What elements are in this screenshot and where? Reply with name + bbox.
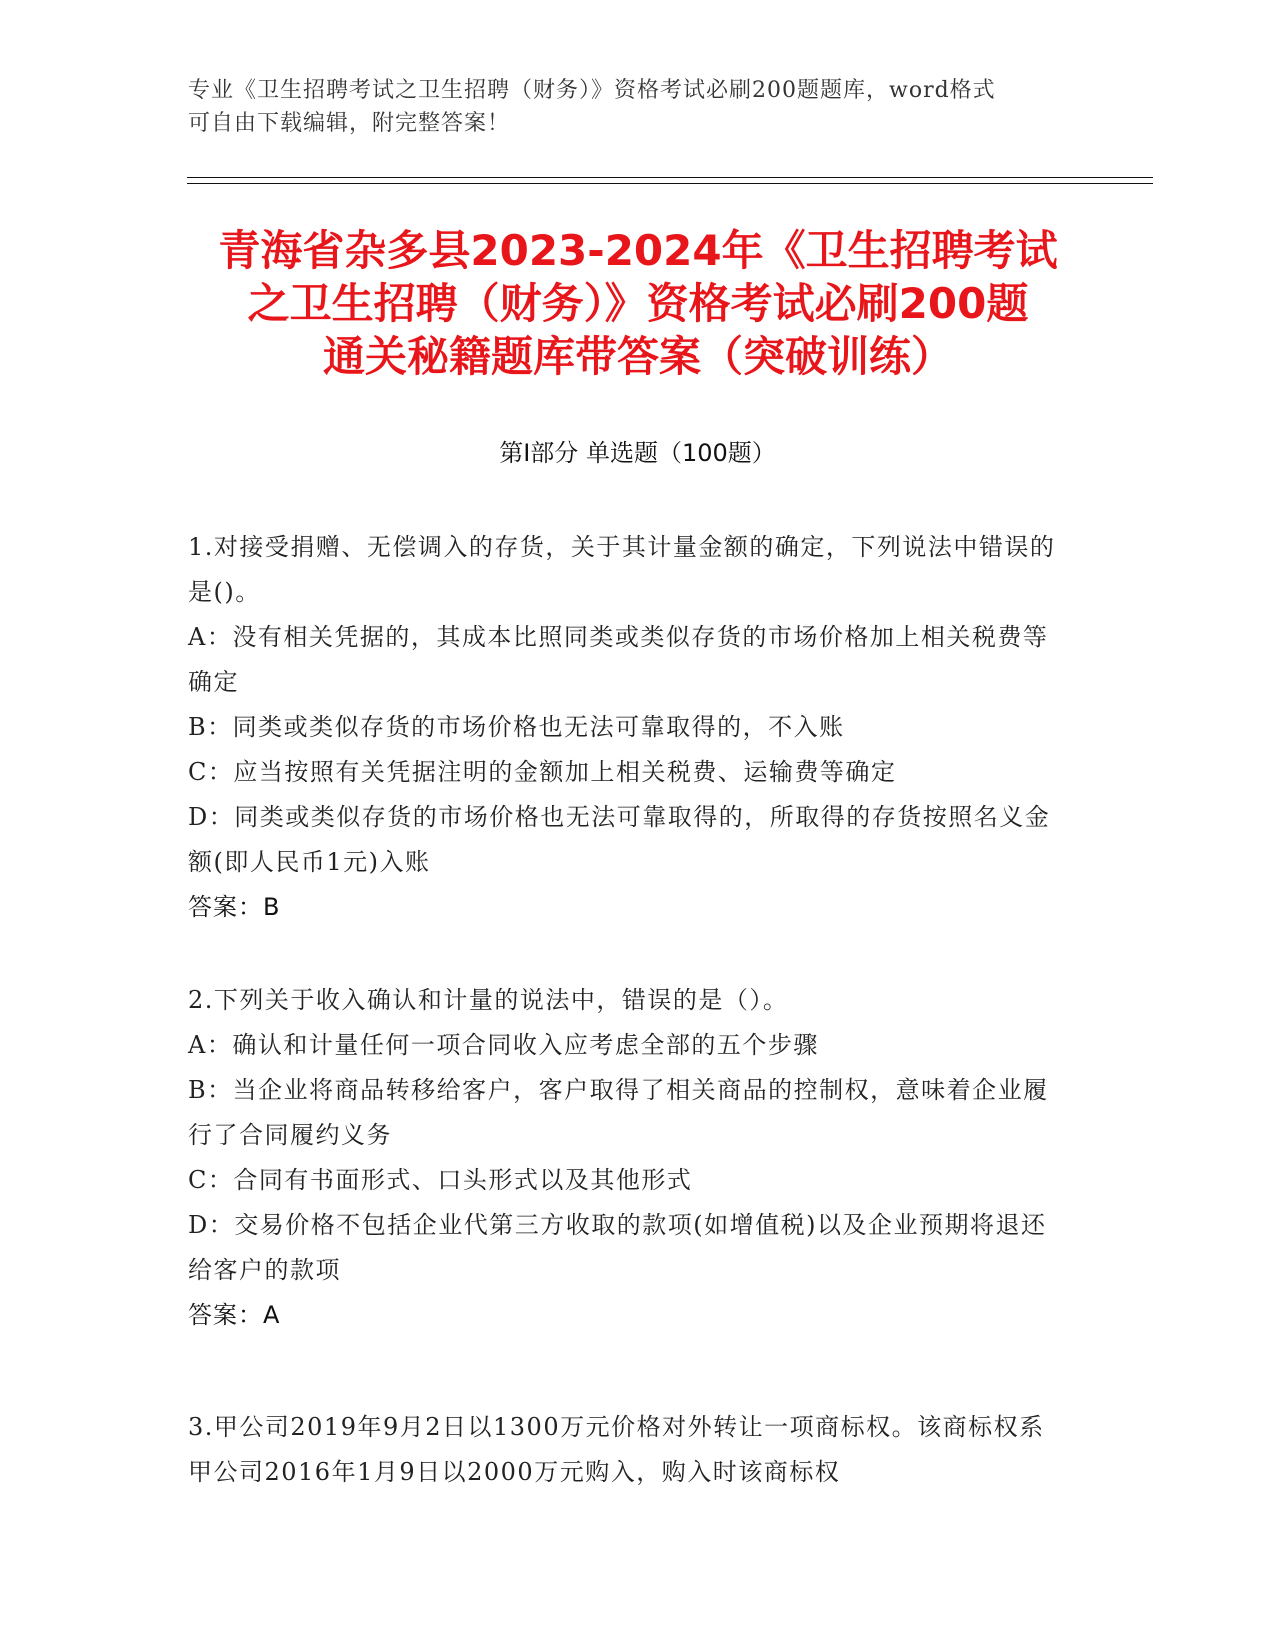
section-heading: 第Ⅰ部分 单选题（100题） [499, 439, 776, 467]
option-d: D：交易价格不包括企业代第三方收取的款项(如增值税)以及企业预期将退还给客户的款项 [188, 1211, 1047, 1284]
header-divider-top [187, 177, 1153, 178]
answer: 答案：A [188, 1301, 281, 1329]
document-title [180, 224, 1096, 383]
option-c: C：应当按照有关凭据注明的金额加上相关税费、运输费等确定 [188, 758, 897, 786]
question-stem: 2.下列关于收入确认和计量的说法中，错误的是（）。 [188, 986, 789, 1014]
header-note-line-1: 专业《卫生招聘考试之卫生招聘（财务）》资格考试必刷200题题库，word格式 [188, 78, 996, 103]
option-b: B：当企业将商品转移给客户，客户取得了相关商品的控制权，意味着企业履行了合同履约义务 [188, 1076, 1049, 1149]
header-note-line-2: 可自由下载编辑，附完整答案！ [188, 111, 511, 136]
question-stem: 3.甲公司2019年9月2日以1300万元价格对外转让一项商标权。该商标权系甲公司2016年1月9日以2000万元购入，购入时该商标权 [188, 1413, 1045, 1486]
option-a: A：没有相关凭据的，其成本比照同类或类似存货的市场价格加上相关税费等确定 [188, 623, 1049, 696]
header-note [188, 74, 1068, 140]
header-divider-bottom [187, 183, 1153, 184]
option-b: B：同类或类似存货的市场价格也无法可靠取得的，不入账 [188, 713, 845, 741]
question-3 [188, 1405, 1068, 1495]
title-line-3: 通关秘籍题库带答案（突破训练） [322, 332, 953, 381]
question-2 [188, 978, 1068, 1338]
answer: 答案：B [188, 893, 281, 921]
option-d: D：同类或类似存货的市场价格也无法可靠取得的，所取得的存货按照名义金额(即人民币1元)入账 [188, 803, 1051, 876]
title-line-2: 之卫生招聘（财务）》资格考试必刷200题 [247, 279, 1029, 328]
option-a: A：确认和计量任何一项合同收入应考虑全部的五个步骤 [188, 1031, 819, 1059]
question-1 [188, 525, 1068, 930]
option-c: C：合同有书面形式、口头形式以及其他形式 [188, 1166, 693, 1194]
question-stem: 1.对接受捐赠、无偿调入的存货，关于其计量金额的确定，下列说法中错误的是()。 [188, 533, 1056, 606]
title-line-1: 青海省杂多县2023-2024年《卫生招聘考试 [218, 226, 1058, 275]
